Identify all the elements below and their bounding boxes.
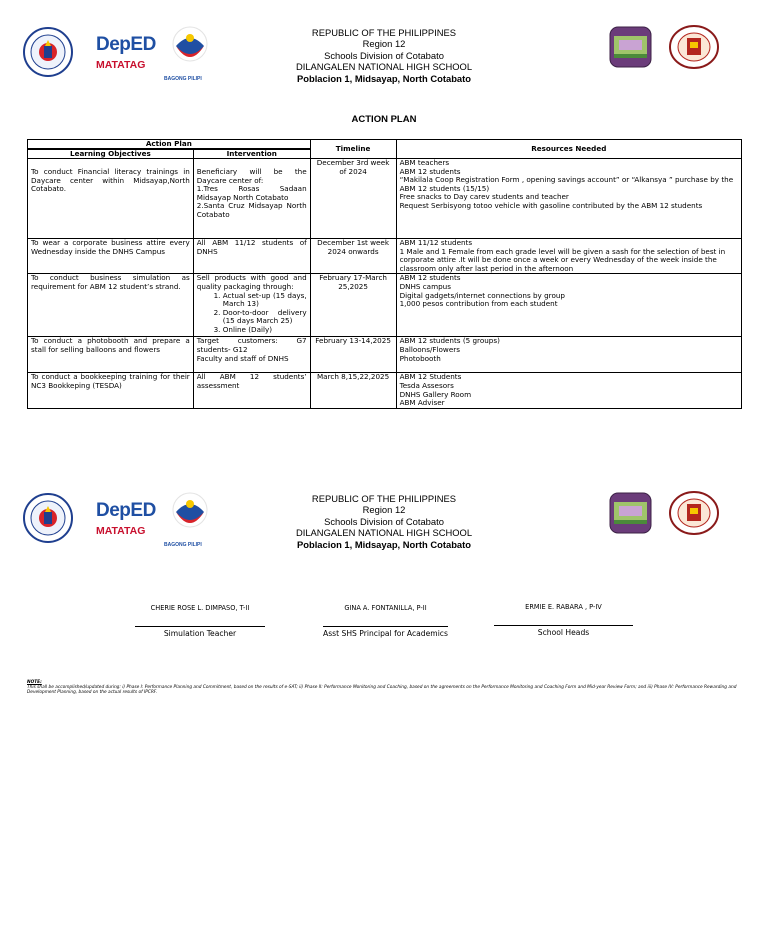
signature-line: [323, 626, 448, 627]
objective-cell: To wear a corporate business attire every Wednesday inside the DNHS Campus: [28, 239, 194, 274]
signature-line: [494, 625, 633, 626]
note-text: This shall be accomplished/updated during: i) Phase I: Performance Planning and Commitment, based on the results of e-SAT; ii) Phase II: Performance Monitoring and Coaching, based on the agreements on the Performance Monitoring and Coaching Form and Mid-year Review Form; and iii) Phase IV: Performance Rewarding and Development Planning, based on the actual results of IPCRF.: [27, 685, 737, 695]
intervention-cell: All ABM 12 students’ assessment: [193, 373, 310, 409]
objective-cell: To conduct Financial literacy trainings in Daycare center within Midsayap,North Cotabato.: [28, 159, 194, 239]
letterhead-second: [0, 488, 768, 568]
objective-cell: To conduct a photobooth and prepare a stall for selling balloons and flowers: [28, 337, 194, 373]
republic-line: REPUBLIC OF THE PHILIPPINES: [311, 27, 457, 38]
intervention-cell: Sell products with good and quality packaging through: 1. Actual set-up (15 days, March 13) 2. Door-to-door delivery (15 days March 25) 3. Online (Daily): [193, 274, 310, 337]
campus-photo-icon: [609, 492, 652, 534]
table-row: [28, 274, 742, 337]
objective-cell: To conduct business simulation as requirement for ABM 12 student’s strand.: [28, 274, 194, 337]
letterhead-text: [250, 493, 518, 550]
address-line: Poblacion 1, Midsayap, North Cotabato: [297, 72, 471, 84]
bagong-pilipinas-icon: [168, 490, 212, 542]
signatory-school-head: [494, 603, 633, 637]
timeline-cell: December 1st week 2024 onwards: [310, 239, 396, 274]
note-label: NOTE:: [27, 680, 42, 685]
timeline-cell: February 13-14,2025: [310, 337, 396, 373]
signatory-role: School Heads: [537, 628, 590, 637]
objectives-header: Learning Objectives: [28, 150, 194, 159]
bagong-pilipinas-text: BAGONG PILIPI: [164, 542, 202, 548]
signatory-name: ERMIE E. RABARA , P-IV: [525, 603, 602, 611]
resources-cell: ABM 12 students (5 groups) Balloons/Flowers Photobooth: [396, 337, 741, 373]
deped-logo: DepED MATATAG: [96, 34, 156, 71]
division-line: Schools Division of Cotabato: [324, 49, 444, 61]
action-plan-table: [27, 139, 742, 409]
resources-cell: ABM teachers ABM 12 students “Makilala Coop Registration Form , opening savings account” or “Alkansya ” purchase by the ABM 12 students (15/15) Free snacks to Day carev students and teacher Request Serbisyong totoo vehicle with gasoline contributed by the ABM 12 students: [396, 159, 741, 239]
intervention-cell: Target customers: G7 students- G12 Faculty and staff of DNHS: [193, 337, 310, 373]
resources-cell: ABM 11/12 students 1 Male and 1 Female from each grade level will be given a sash for the selection of best in corporate attire .It will be done once a week or every Wednesday of the week inside the classroom only after last period in the afternoon: [396, 239, 741, 274]
intervention-cell: All ABM 11/12 students of DNHS: [193, 239, 310, 274]
signature-line: [135, 626, 265, 627]
signatory-teacher: [135, 604, 265, 638]
address-line: Poblacion 1, Midsayap, North Cotabato: [297, 538, 471, 550]
bagong-pilipinas-text: BAGONG PILIPI: [164, 76, 202, 82]
school-name: DILANGALEN NATIONAL HIGH SCHOOL: [295, 61, 473, 73]
sales-channel-list: [197, 292, 307, 335]
timeline-cell: February 17-March 25,2025: [310, 274, 396, 337]
action-plan-group-header: Action Plan: [28, 140, 311, 150]
signatory-role: Asst SHS Principal for Academics: [323, 629, 448, 638]
deped-seal-icon: [22, 26, 74, 78]
list-item: 1. Actual set-up (15 days, March 13): [223, 292, 307, 309]
signatory-name: CHERIE ROSE L. DIMPASO, T-II: [150, 604, 250, 612]
signatory-name: GINA A. FONTANILLA, P-II: [344, 604, 427, 612]
list-item: 3. Online (Daily): [223, 326, 307, 335]
footnote: [27, 680, 742, 695]
school-seal-icon: [668, 490, 720, 536]
page-title: ACTION PLAN: [351, 114, 417, 125]
division-line: Schools Division of Cotabato: [324, 515, 444, 527]
letterhead-top: [0, 22, 768, 102]
deped-logo: DepED MATATAG: [96, 500, 156, 537]
table-header-row: [28, 140, 742, 150]
signatory-role: Simulation Teacher: [163, 629, 237, 638]
resources-header: Resources Needed: [396, 140, 741, 159]
signatory-principal: [323, 604, 448, 638]
list-item: 2. Door-to-door delivery (15 days March 25): [223, 309, 307, 326]
region-line: Region 12: [362, 504, 406, 516]
table-row: [28, 373, 742, 409]
republic-line: REPUBLIC OF THE PHILIPPINES: [311, 493, 457, 504]
region-line: Region 12: [362, 38, 406, 50]
school-name: DILANGALEN NATIONAL HIGH SCHOOL: [295, 527, 473, 539]
resources-cell: ABM 12 Students Tesda Assesors DNHS Gallery Room ABM Adviser: [396, 373, 741, 409]
table-row: [28, 337, 742, 373]
school-seal-icon: [668, 24, 720, 70]
resources-cell: ABM 12 students DNHS campus Digital gadgets/internet connections by group 1,000 pesos contribution from each student: [396, 274, 741, 337]
table-row: [28, 159, 742, 239]
timeline-cell: March 8,15,22,2025: [310, 373, 396, 409]
intervention-cell: Beneficiary will be the Daycare center of: 1.Tres Rosas Sadaan Midsayap North Cotabato 2.Santa Cruz Midsayap North Cotabato: [193, 159, 310, 239]
timeline-cell: December 3rd week of 2024: [310, 159, 396, 239]
deped-seal-icon: [22, 492, 74, 544]
timeline-header: Timeline: [310, 140, 396, 159]
campus-photo-icon: [609, 26, 652, 68]
letterhead-text: [250, 27, 518, 84]
table-row: [28, 239, 742, 274]
intervention-header: Intervention: [193, 150, 310, 159]
objective-cell: To conduct a bookkeeping training for their NC3 Bookkeping (TESDA): [28, 373, 194, 409]
bagong-pilipinas-icon: [168, 24, 212, 76]
